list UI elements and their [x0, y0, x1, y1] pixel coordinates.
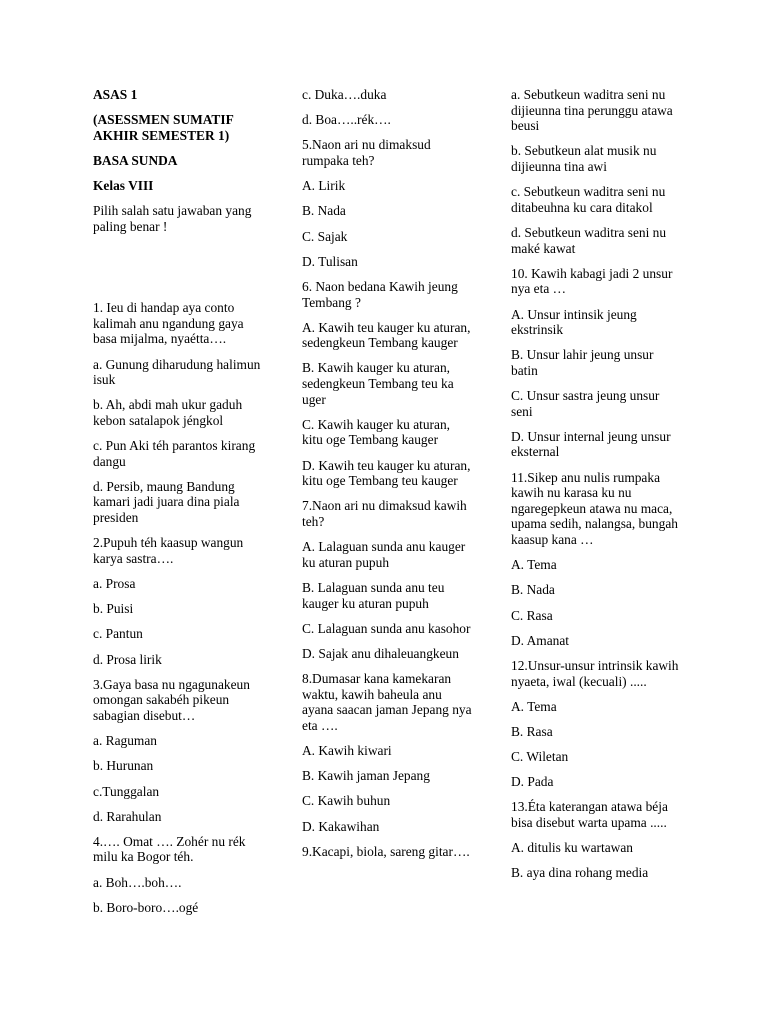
question-line: A. Lirik [302, 178, 346, 194]
question-line: D. Kawih teu kauger ku aturan, kitu oge Tembang teu kauger [302, 457, 471, 489]
question-line: D. Unsur internal jeung unsur eksternal [511, 428, 671, 460]
question-line: C. Rasa [511, 607, 553, 623]
question-line: a. Sebutkeun waditra seni nu dijieunna tina perunggu atawa beusi [511, 87, 673, 134]
heading-line: (ASESSMEN SUMATIF AKHIR SEMESTER 1) [93, 112, 234, 143]
question-line: b. Sebutkeun alat musik nu dijieunna tina awi [511, 143, 657, 174]
question-line: B. Kawih kauger ku aturan, sedengkeun Tembang teu ka uger [302, 360, 454, 407]
question-line: A. Tema [511, 698, 557, 714]
question-line: d. Boa…..rék…. [302, 112, 391, 128]
column-2 [302, 87, 474, 869]
column-1 [93, 87, 265, 925]
question-line: B. Nada [511, 582, 555, 598]
spacer [93, 244, 265, 300]
question-line: B. aya dina rohang media [511, 865, 649, 881]
question-line: D. Pada [511, 774, 554, 790]
question-line: 10. Kawih kabagi jadi 2 unsur nya eta … [511, 265, 673, 297]
question-line: d. Sebutkeun waditra seni nu maké kawat [511, 224, 667, 256]
question-line: d. Prosa lirik [93, 651, 162, 667]
question-line: D. Tulisan [302, 253, 358, 269]
question-line: 4.…. Omat …. Zohér nu rék milu ka Bogor téh. [93, 833, 246, 865]
question-line: b. Hurunan [93, 758, 154, 774]
question-line: 7.Naon ari nu dimaksud kawih teh? [302, 498, 467, 529]
question-line: D. Sajak anu dihaleuangkeun [302, 645, 459, 661]
question-line: 1. Ieu di handap aya conto kalimah anu ngandung gaya basa mijalma, nyaétta…. [93, 300, 244, 347]
question-line: C. Unsur sastra jeung unsur seni [511, 388, 660, 419]
question-line: D. Kakawihan [302, 818, 380, 834]
heading-line: Kelas VIII [93, 178, 154, 194]
question-line: A. Unsur intinsik jeung ekstrinsik [511, 306, 637, 338]
question-line: C. Kawih kauger ku aturan, kitu oge Tembang kauger [302, 416, 450, 448]
question-line: b. Boro-boro….ogé [93, 899, 199, 915]
question-line: a. Boh….boh…. [93, 874, 182, 890]
question-line: b. Puisi [93, 601, 134, 617]
question-line: B. Kawih jaman Jepang [302, 768, 430, 784]
question-line: A. ditulis ku wartawan [511, 840, 633, 856]
question-line: Pilih salah satu jawaban yang paling benar ! [93, 203, 252, 234]
question-line: D. Amanat [511, 632, 570, 648]
question-line: c. Pantun [93, 626, 143, 642]
question-line: A. Lalaguan sunda anu kauger ku aturan pupuh [302, 539, 466, 570]
question-line: a. Prosa [93, 576, 136, 591]
heading-line: ASAS 1 [93, 87, 138, 102]
question-line: d. Persib, maung Bandung kamari jadi juara dina piala presiden [93, 478, 240, 526]
question-line: 5.Naon ari nu dimaksud rumpaka teh? [302, 137, 431, 168]
question-line: a. Gunung diharudung halimun isuk [93, 356, 261, 388]
question-line: C. Lalaguan sunda anu kasohor [302, 620, 471, 636]
question-line: 3.Gaya basa nu ngagunakeun omongan sakabéh pikeun sabagian disebut… [93, 676, 250, 723]
question-line: 11.Sikep anu nulis rumpaka kawih nu karasa ku nu ngaregepkeun atawa nu maca, upama sedih, nalangsa, bungah kaasup kana … [511, 469, 678, 547]
question-line: c.Tunggalan [93, 783, 160, 799]
question-line: A. Kawih teu kauger ku aturan, sedengkeun Tembang kauger [302, 319, 471, 351]
question-line: a. Raguman [93, 733, 157, 749]
question-line: d. Rarahulan [93, 808, 162, 824]
column-3 [511, 87, 683, 891]
question-line: 6. Naon bedana Kawih jeung Tembang ? [302, 278, 458, 310]
question-line: 13.Éta katerangan atawa béja bisa disebut warta upama ..... [511, 799, 668, 831]
question-line: C. Kawih buhun [302, 793, 391, 809]
question-line: B. Unsur lahir jeung unsur batin [511, 347, 654, 378]
question-line: 8.Dumasar kana kamekaran waktu, kawih baheula anu ayana saacan jaman Jepang nya eta …. [302, 671, 472, 733]
question-line: C. Sajak [302, 228, 348, 244]
question-line: B. Nada [302, 203, 346, 219]
question-line: c. Duka….duka [302, 87, 387, 102]
question-line: B. Lalaguan sunda anu teu kauger ku aturan pupuh [302, 579, 445, 611]
question-line: c. Sebutkeun waditra seni nu ditabeuhna ku cara ditakol [511, 184, 666, 215]
question-line: C. Wiletan [511, 749, 569, 765]
question-line: A. Tema [511, 557, 557, 573]
question-line: 2.Pupuh téh kaasup wangun karya sastra…. [93, 535, 244, 566]
question-line: b. Ah, abdi mah ukur gaduh kebon satalapok jéngkol [93, 397, 243, 428]
question-line: B. Rasa [511, 723, 553, 739]
question-line: c. Pun Aki téh parantos kirang dangu [93, 438, 256, 469]
question-line: 9.Kacapi, biola, sareng gitar…. [302, 843, 470, 859]
question-line: 12.Unsur-unsur intrinsik kawih nyaeta, iwal (kecuali) ..... [511, 657, 679, 689]
heading-line: BASA SUNDA [93, 152, 178, 168]
question-line: A. Kawih kiwari [302, 743, 392, 759]
